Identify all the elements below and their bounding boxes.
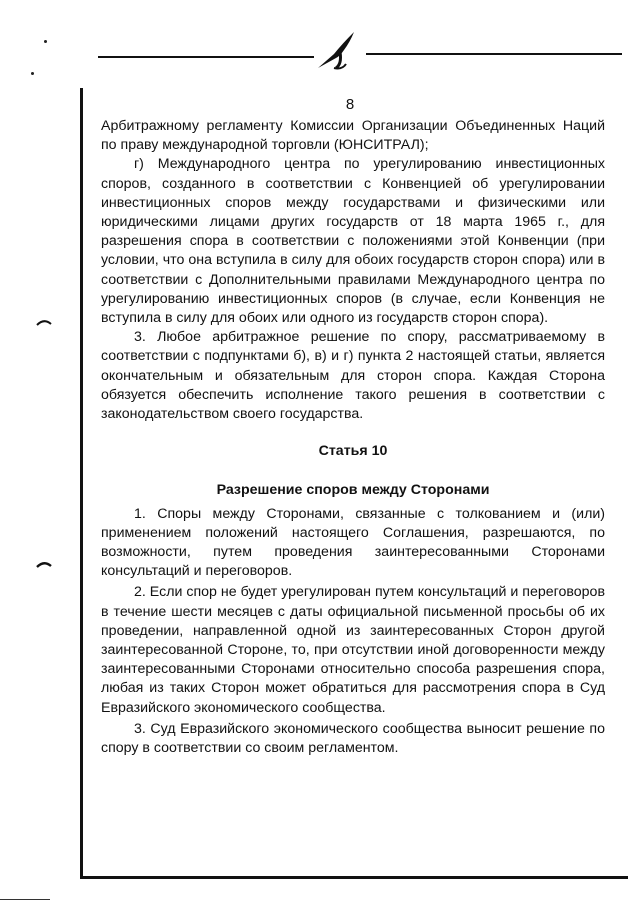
punch-mark-icon (36, 318, 52, 326)
handwritten-mark-icon (312, 24, 362, 74)
paragraph: 2. Если спор не будет урегулирован путем консультаций и переговоров в течение шести месяцев с даты официальной письменной просьбы об их проведении, направленной одной из заинтересованных Сторон другой заинтересованной Стороне, то, при отсутствии иной договоренности между заинтересованными Сторонами относительно способа разрешения спора, любая из таких Сторон может обратиться для рассмотрения спора в Суд Евразийского экономического сообщества. (101, 584, 605, 716)
scan-speck (44, 40, 47, 43)
paragraph: г) Международного центра по урегулированию инвестиционных споров, созданного в соответствии с Конвенцией об урегулировании инвестиционных споров между государствами и физическими или юридическими лицами других государств от 18 марта 1965 г., для разрешения спора в соответствии с положениями этой Конвенции (при условии, что она вступила в силу для обоих государств сторон спора) или в соответствии с Дополнительными правилами Международного центра по урегулированию инвестиционных споров (в случае, если Конвенция не вступила в силу для обоих или одного из государств сторон спора). (101, 156, 605, 327)
left-border-bar (80, 88, 83, 878)
punch-mark-icon (36, 560, 52, 568)
paragraph: Арбитражному регламенту Комиссии Организации Объединенных Наций по праву международной торговли (ЮНСИТРАЛ); (101, 118, 605, 154)
page-number: 8 (345, 96, 355, 113)
scan-edge-line (0, 899, 50, 900)
paragraph: 1. Споры между Сторонами, связанные с толкованием и (или) применением положений настоящего Соглашения, разрешаются, по возможности, путем проведения заинтересованными Сторонами консультаций и переговоров. (101, 505, 605, 580)
paragraph: 3. Суд Евразийского экономического сообщества выносит решение по спору в соответствии со своим регламентом. (101, 720, 605, 757)
article-title: Статья 10 (318, 443, 388, 460)
scan-speck (31, 72, 34, 75)
bottom-border-bar (80, 876, 628, 879)
paragraph: 3. Любое арбитражное решение по спору, рассматриваемому в соответствии с подпунктами б), в) и г) пункта 2 настоящей статьи, является окончательным и обязательным для сторон спора. Каждая Сторона обязуется обеспечить исполнение такого решения в соответствии с законодательством своего государства. (101, 329, 605, 423)
top-rule-right (366, 53, 622, 55)
section-title: Разрешение споров между Сторонами (216, 482, 490, 499)
top-rule-left (98, 56, 314, 58)
document-body (101, 117, 605, 758)
